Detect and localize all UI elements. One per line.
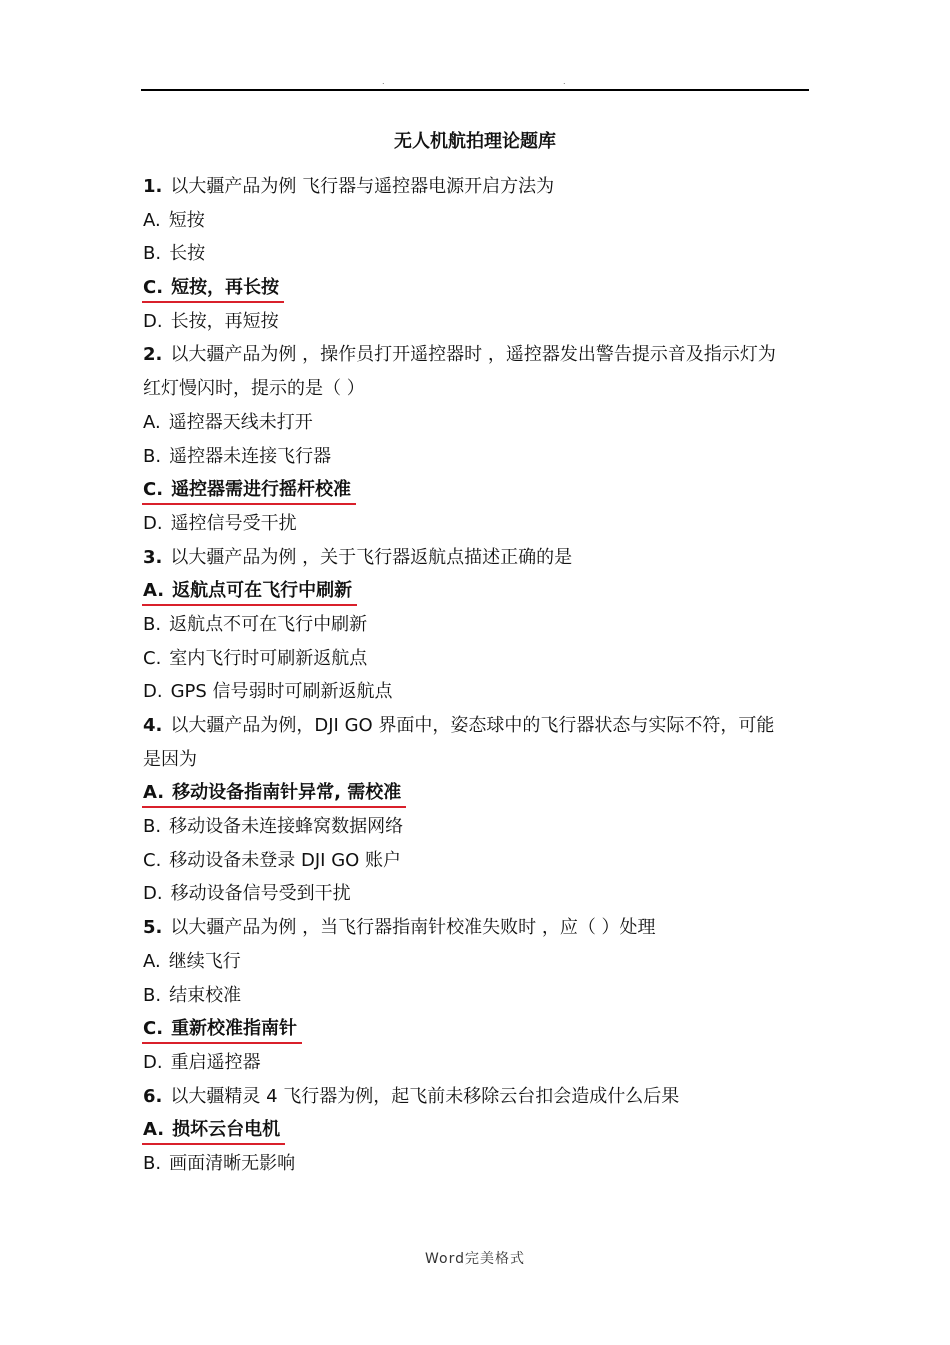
option-text: 长按，再短按 [170, 310, 279, 332]
question-number: 5. [143, 917, 163, 939]
option-letter: D. [143, 883, 163, 905]
option-letter: C. [143, 479, 164, 501]
correct-answer-underline [142, 1042, 302, 1044]
option-text: 室内飞行时可刷新返航点 [169, 647, 368, 669]
question-block [143, 338, 809, 540]
option-content [143, 311, 279, 332]
answer-option-correct [143, 271, 809, 305]
option-letter: A. [143, 580, 165, 602]
question-number: 4. [143, 715, 163, 736]
option-text: GPS 信号弱时可刷新返航点 [170, 681, 393, 703]
question-text: 以大疆产品为例，DJI GO 界面中，姿态球中的飞行器状态与实际不符，可能 [170, 715, 775, 736]
answer-option [143, 642, 809, 676]
question-number: 1. [143, 176, 163, 197]
option-letter: D. [143, 1051, 163, 1073]
header-dot-right: . [563, 77, 566, 86]
header-dots [0, 78, 950, 88]
document-title: 无人机航拍理论题库 [394, 131, 556, 152]
option-text: 短按，再长按 [171, 277, 280, 299]
option-content [143, 243, 205, 264]
question-text: 以大疆精灵 4 飞行器为例，起飞前未移除云台扣会造成什么后果 [170, 1085, 680, 1107]
option-content [143, 1153, 295, 1174]
option-content [143, 850, 401, 871]
option-content [143, 513, 297, 534]
correct-answer-underline [142, 503, 356, 505]
question-block [143, 911, 809, 1079]
correct-answer-underline [142, 301, 284, 303]
question-text: 以大疆产品为例 ，操作员打开遥控器时 ，遥控器发出警告提示音及指示灯为 [170, 344, 776, 366]
answer-option [143, 979, 809, 1013]
option-letter: C. [143, 647, 162, 669]
question-stem [143, 709, 809, 743]
option-content [143, 210, 205, 231]
answer-option [143, 810, 809, 844]
option-content [143, 776, 401, 810]
question-stem [143, 1080, 809, 1114]
question-stem [143, 338, 809, 372]
answer-option-correct [143, 473, 809, 507]
option-letter: A. [143, 1119, 165, 1141]
question-block [143, 170, 809, 338]
answer-option [143, 305, 809, 339]
answer-option [143, 204, 809, 238]
question-stem-continued [143, 372, 809, 406]
option-text: 短按 [168, 209, 205, 231]
option-content [143, 951, 241, 972]
option-content [143, 883, 351, 904]
answer-option [143, 1147, 809, 1181]
question-stem-continued [143, 743, 809, 777]
option-letter: B. [143, 243, 162, 265]
page-footer: Word完美格式 [425, 1251, 525, 1267]
option-content [143, 816, 403, 837]
answer-option [143, 406, 809, 440]
option-letter: B. [143, 613, 162, 635]
option-letter: C. [143, 849, 162, 871]
answer-option [143, 440, 809, 474]
question-number: 2. [143, 344, 163, 366]
option-text: 返航点可在飞行中刷新 [172, 580, 353, 602]
answer-option [143, 675, 809, 709]
header-rule [141, 89, 809, 91]
question-text: 以大疆产品为例 ，关于飞行器返航点描述正确的是 [170, 546, 573, 568]
option-letter: B. [143, 816, 162, 838]
question-stem [143, 541, 809, 575]
answer-option [143, 945, 809, 979]
question-block [143, 1080, 809, 1181]
question-block [143, 709, 809, 911]
option-content [143, 473, 351, 507]
option-content [143, 574, 352, 608]
answer-option [143, 844, 809, 878]
option-content [143, 1052, 261, 1073]
option-text: 结束校准 [169, 984, 242, 1006]
question-list [143, 170, 809, 1181]
answer-option-correct [143, 1012, 809, 1046]
answer-option [143, 237, 809, 271]
option-text: 移动设备未连接蜂窝数据网络 [169, 816, 404, 838]
correct-answer-underline [142, 604, 357, 606]
option-text: 移动设备指南针异常, 需校准 [172, 782, 402, 804]
answer-option-correct [143, 776, 809, 810]
answer-option-correct [143, 574, 809, 608]
option-letter: A. [143, 782, 165, 804]
option-text: 画面清晰无影响 [169, 1152, 296, 1174]
option-letter: C. [143, 277, 164, 299]
question-text: 以大疆产品为例 ，当飞行器指南针校准失败时 ，应（ ）处理 [170, 917, 656, 939]
option-letter: D. [143, 512, 163, 534]
option-text: 遥控器未连接飞行器 [169, 445, 332, 467]
option-content [143, 1113, 280, 1147]
option-content [143, 614, 367, 635]
option-content [143, 681, 393, 702]
option-text: 遥控器需进行摇杆校准 [171, 479, 352, 501]
question-number: 6. [143, 1085, 163, 1107]
correct-answer-underline [142, 806, 406, 808]
option-text: 重新校准指南针 [171, 1018, 298, 1040]
answer-option [143, 507, 809, 541]
question-text: 以大疆产品为例 飞行器与遥控器电源开启方法为 [170, 176, 555, 197]
option-text: 移动设备未登录 DJI GO 账户 [169, 849, 402, 871]
option-letter: D. [143, 681, 163, 703]
option-text: 移动设备信号受到干扰 [170, 883, 351, 905]
option-content [143, 1012, 297, 1046]
option-letter: B. [143, 984, 162, 1006]
option-text: 遥控器天线未打开 [168, 411, 313, 433]
option-text: 继续飞行 [168, 950, 241, 972]
option-letter: B. [143, 445, 162, 467]
option-content [143, 648, 367, 669]
option-letter: A. [143, 209, 161, 231]
option-letter: C. [143, 1018, 164, 1040]
option-content [143, 985, 241, 1006]
option-text: 重启遥控器 [170, 1051, 261, 1073]
question-text: 红灯慢闪时，提示的是（ ） [143, 378, 365, 400]
option-text: 返航点不可在飞行中刷新 [169, 613, 368, 635]
option-content [143, 412, 313, 433]
option-letter: A. [143, 411, 161, 433]
option-content [143, 271, 279, 305]
answer-option-correct [143, 1113, 809, 1147]
answer-option [143, 1046, 809, 1080]
option-content [143, 446, 331, 467]
option-text: 遥控信号受干扰 [170, 512, 297, 534]
answer-option [143, 877, 809, 911]
question-block [143, 541, 809, 709]
option-letter: B. [143, 1152, 162, 1174]
correct-answer-underline [142, 1143, 285, 1145]
option-letter: D. [143, 310, 163, 332]
question-stem [143, 170, 809, 204]
answer-option [143, 608, 809, 642]
option-letter: A. [143, 950, 161, 972]
option-text: 损坏云台电机 [172, 1119, 281, 1141]
header-dot-left: . [382, 77, 385, 86]
question-text: 是因为 [143, 748, 197, 770]
option-text: 长按 [169, 243, 206, 265]
question-stem [143, 911, 809, 945]
question-number: 3. [143, 546, 163, 568]
